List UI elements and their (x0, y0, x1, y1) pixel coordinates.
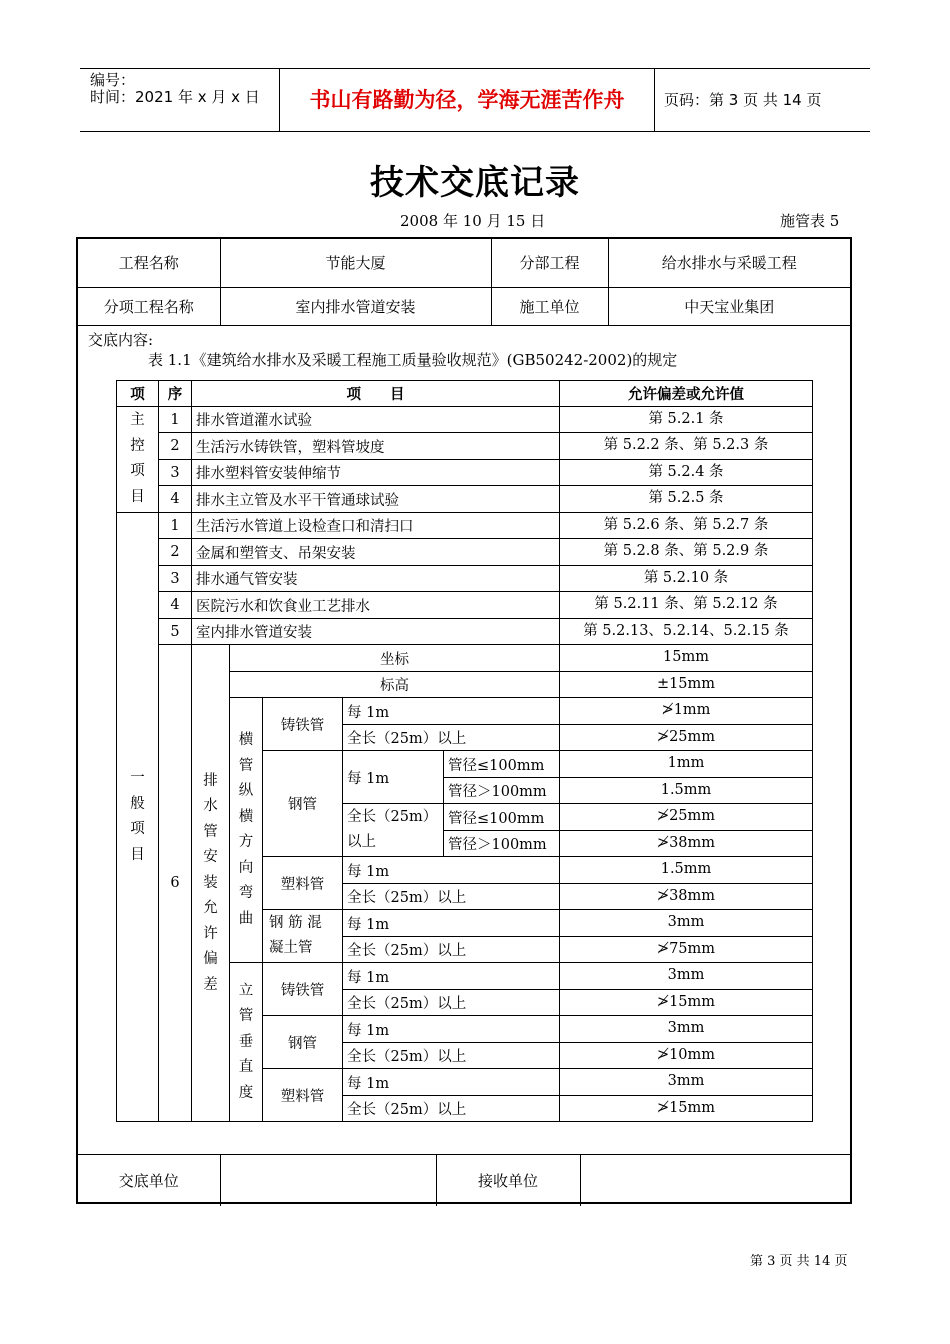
h-st-f-gt-value: ≯38mm (560, 830, 813, 857)
header-no: 序 (159, 381, 192, 407)
row-no: 5 (159, 618, 192, 645)
full-length-split: 全长（25m） 以上 (343, 804, 444, 857)
row-value: 第 5.2.6 条、第 5.2.7 条 (560, 512, 813, 539)
row-value: 第 5.2.10 条 (560, 565, 813, 592)
v-steel: 钢管 (263, 1016, 343, 1069)
header-motto: 书山有路勤为径，学海无涯苦作舟 (280, 69, 655, 131)
v-pl-f-value: ≯15mm (560, 1095, 813, 1122)
receiver-value (580, 1155, 850, 1207)
h-ci-f-value: ≯25mm (560, 724, 813, 751)
contractor-label: 施工单位 (491, 287, 608, 325)
info-table (78, 239, 850, 326)
main-group-label: 主控项目 (117, 406, 159, 512)
row-value: 第 5.2.13、5.2.14、5.2.15 条 (560, 618, 813, 645)
row-no: 1 (159, 406, 192, 433)
deviation-table (116, 380, 813, 1122)
coord-value: 15mm (560, 645, 813, 672)
content-label: 交底内容: (88, 331, 154, 349)
dev-no: 6 (159, 645, 192, 1122)
per-m: 每 1m (343, 698, 560, 725)
h-st-f-le-value: ≯25mm (560, 804, 813, 831)
per-m: 每 1m (343, 1069, 560, 1096)
coord-label: 坐标 (230, 645, 560, 672)
dev-label: 排水管安装允许偏差 (192, 645, 230, 1122)
time-label: 时间：2021 年 x 月 x 日 (90, 88, 260, 106)
dia-gt: 管径＞100mm (444, 830, 560, 857)
h-st-m-le-value: 1mm (560, 751, 813, 778)
vert-label: 立管垂直度 (230, 963, 263, 1122)
row-value: 第 5.2.2 条、第 5.2.3 条 (560, 433, 813, 460)
row-no: 4 (159, 592, 192, 619)
header-left (80, 69, 280, 131)
v-plastic: 塑料管 (263, 1069, 343, 1122)
row-no: 1 (159, 512, 192, 539)
header-item: 项 目 (192, 381, 560, 407)
v-st-m-value: 3mm (560, 1016, 813, 1043)
row-item: 生活污水管道上设检查口和清扫口 (192, 512, 560, 539)
h-rc-m-value: 3mm (560, 910, 813, 937)
number-label: 编号： (90, 71, 136, 89)
h-pl-m-value: 1.5mm (560, 857, 813, 884)
row-no: 2 (159, 433, 192, 460)
sign-table (78, 1154, 850, 1206)
header-group: 项 (117, 381, 159, 407)
elev-value: ±15mm (560, 671, 813, 698)
row-value: 第 5.2.5 条 (560, 486, 813, 513)
horiz-label: 横管纵横方向弯曲 (230, 698, 263, 963)
subitem-label: 分项工程名称 (78, 287, 220, 325)
table-row (117, 565, 813, 592)
table-note: 表 1.1《建筑给水排水及采暖工程施工质量验收规范》(GB50242-2002)的规定 (148, 351, 678, 369)
h-steel: 钢管 (263, 751, 343, 857)
table-row (117, 539, 813, 566)
full-length: 全长（25m）以上 (343, 724, 560, 751)
per-m: 每 1m (343, 910, 560, 937)
full-length: 全长（25m）以上 (343, 883, 560, 910)
division: 给水排水与采暖工程 (608, 239, 850, 287)
row-no: 2 (159, 539, 192, 566)
document-date: 2008 年 10 月 15 日 (400, 212, 546, 230)
h-pl-f-value: ≯38mm (560, 883, 813, 910)
dia-le: 管径≤100mm (444, 751, 560, 778)
per-m: 每 1m (343, 1016, 560, 1043)
form-number: 施管表 5 (780, 212, 840, 230)
table-row (117, 645, 813, 672)
dia-gt: 管径＞100mm (444, 777, 560, 804)
row-item: 室内排水管道安装 (192, 618, 560, 645)
h-rc-f-value: ≯75mm (560, 936, 813, 963)
table-row (117, 618, 813, 645)
h-cast-iron: 铸铁管 (263, 698, 343, 751)
table-row (117, 433, 813, 460)
v-cast-iron: 铸铁管 (263, 963, 343, 1016)
table-row (117, 512, 813, 539)
table-row (117, 459, 813, 486)
v-ci-f-value: ≯15mm (560, 989, 813, 1016)
row-item: 排水通气管安装 (192, 565, 560, 592)
h-plastic: 塑料管 (263, 857, 343, 910)
page-footer: 第 3 页 共 14 页 (750, 1254, 848, 1269)
row-item: 排水塑料管安装伸缩节 (192, 459, 560, 486)
row-value: 第 5.2.11 条、第 5.2.12 条 (560, 592, 813, 619)
row-no: 3 (159, 565, 192, 592)
record-form (76, 237, 852, 1204)
v-pl-m-value: 3mm (560, 1069, 813, 1096)
v-ci-m-value: 3mm (560, 963, 813, 990)
contractor: 中天宝业集团 (608, 287, 850, 325)
row-no: 3 (159, 459, 192, 486)
table-row (117, 406, 813, 433)
dia-le: 管径≤100mm (444, 804, 560, 831)
receiver-label: 接收单位 (436, 1155, 580, 1207)
v-st-f-value: ≯10mm (560, 1042, 813, 1069)
h-st-m-gt-value: 1.5mm (560, 777, 813, 804)
full-length: 全长（25m）以上 (343, 1042, 560, 1069)
per-m: 每 1m (343, 963, 560, 990)
row-value: 第 5.2.1 条 (560, 406, 813, 433)
per-m: 每 1m (343, 857, 560, 884)
row-item: 医院污水和饮食业工艺排水 (192, 592, 560, 619)
table-row (117, 592, 813, 619)
full-length: 全长（25m）以上 (343, 1095, 560, 1122)
project-name: 节能大厦 (220, 239, 491, 287)
table-header-row (117, 381, 813, 407)
elev-label: 标高 (230, 671, 560, 698)
project-name-label: 工程名称 (78, 239, 220, 287)
row-item: 排水主立管及水平干管通球试验 (192, 486, 560, 513)
issuer-value (220, 1155, 436, 1207)
document-title: 技术交底记录 (370, 163, 580, 203)
issuer-label: 交底单位 (78, 1155, 220, 1207)
h-rc: 钢 筋 混 凝土管 (263, 910, 343, 963)
row-item: 排水管道灌水试验 (192, 406, 560, 433)
header-value: 允许偏差或允许值 (560, 381, 813, 407)
per-m: 每 1m (343, 751, 444, 804)
header-page-label: 页码：第 3 页 共 14 页 (664, 91, 822, 109)
subitem: 室内排水管道安装 (220, 287, 491, 325)
row-item: 生活污水铸铁管，塑料管坡度 (192, 433, 560, 460)
row-value: 第 5.2.8 条、第 5.2.9 条 (560, 539, 813, 566)
general-group-label: 一般项目 (117, 512, 159, 1122)
full-length: 全长（25m）以上 (343, 936, 560, 963)
full-length: 全长（25m）以上 (343, 989, 560, 1016)
table-row (117, 486, 813, 513)
row-item: 金属和塑管支、吊架安装 (192, 539, 560, 566)
row-no: 4 (159, 486, 192, 513)
division-label: 分部工程 (491, 239, 608, 287)
row-value: 第 5.2.4 条 (560, 459, 813, 486)
page-header (80, 68, 870, 132)
h-ci-m-value: ≯1mm (560, 698, 813, 725)
